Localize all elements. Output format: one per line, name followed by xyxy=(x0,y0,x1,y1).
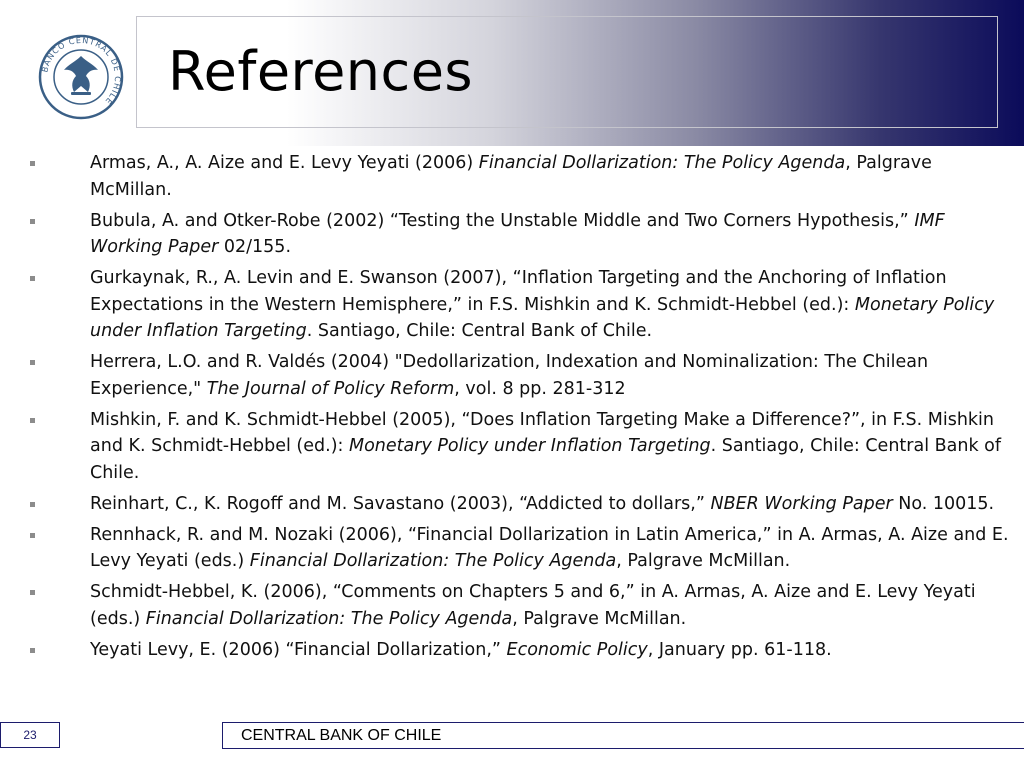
reference-item xyxy=(30,208,1010,261)
reference-tail: . Santiago, Chile: Central Bank of Chile. xyxy=(306,321,653,341)
seal-legend: BANCO CENTRAL DE CHILE xyxy=(40,35,123,107)
reference-source: Economic Policy xyxy=(506,639,648,660)
page-number: 23 xyxy=(0,722,60,748)
reference-item xyxy=(30,637,1010,664)
reference-tail: , Palgrave McMillan. xyxy=(90,153,932,200)
reference-item xyxy=(30,491,1010,518)
reference-tail: 02/155. xyxy=(218,237,292,257)
reference-source: Financial Dollarization: The Policy Agenda xyxy=(249,551,617,571)
page-title: References xyxy=(168,40,474,103)
bullet-icon xyxy=(30,590,35,595)
reference-text: Bubula, A. and Otker-Robe (2002) “Testing the Unstable Middle and Two Corners Hypothesis,” xyxy=(90,210,915,231)
reference-item xyxy=(30,522,1010,575)
bullet-icon xyxy=(30,219,35,224)
reference-source: Monetary Policy under Inflation Targeting xyxy=(90,294,995,341)
reference-source: Financial Dollarization: The Policy Agenda xyxy=(478,153,846,173)
reference-tail: , vol. 8 pp. 281-312 xyxy=(454,378,626,399)
reference-item xyxy=(30,407,1010,487)
reference-tail: No. 10015. xyxy=(892,493,995,514)
reference-tail: , January pp. 61-118. xyxy=(647,639,832,660)
bullet-icon xyxy=(30,648,35,653)
bullet-icon xyxy=(30,360,35,365)
reference-text: Herrera, L.O. and R. Valdés (2004) "Dedollarization, Indexation and Nominalization: The Chilean Experience," xyxy=(90,352,929,399)
reference-source: The Journal of Policy Reform xyxy=(206,378,455,399)
reference-text: Armas, A., A. Aize and E. Levy Yeyati (2006) xyxy=(90,153,479,173)
bullet-icon xyxy=(30,418,35,423)
central-bank-seal-icon xyxy=(38,34,124,120)
reference-text: Mishkin, F. and K. Schmidt-Hebbel (2005), “Does Inflation Targeting Make a Difference?”, in F.S. Mishkin and K. Schmidt-Hebbel (ed.): xyxy=(90,409,994,456)
reference-tail: , Palgrave McMillan. xyxy=(616,551,791,571)
reference-source: Monetary Policy under Inflation Targeting xyxy=(349,436,711,456)
reference-text: Rennhack, R. and M. Nozaki (2006), “Financial Dollarization in Latin America,” in A. Armas, A. Aize and E. Levy Yeyati (eds.) xyxy=(90,524,1009,571)
reference-text: Yeyati Levy, E. (2006) “Financial Dollarization,” xyxy=(90,639,507,660)
reference-item xyxy=(30,265,1010,345)
reference-text: Schmidt-Hebbel, K. (2006), “Comments on Chapters 5 and 6,” in A. Armas, A. Aize and E. Levy Yeyati (eds.) xyxy=(90,582,976,629)
bullet-icon xyxy=(30,533,35,538)
reference-source: IMF Working Paper xyxy=(90,210,945,257)
bullet-icon xyxy=(30,502,35,507)
reference-item xyxy=(30,349,1010,402)
reference-tail: . Santiago, Chile: Central Bank of Chile. xyxy=(90,436,1002,483)
reference-tail: , Palgrave McMillan. xyxy=(512,608,687,629)
reference-text: Reinhart, C., K. Rogoff and M. Savastano (2003), “Addicted to dollars,” xyxy=(90,493,711,514)
bullet-icon xyxy=(30,161,35,166)
reference-text: Gurkaynak, R., A. Levin and E. Swanson (2007), “Inflation Targeting and the Anchoring of Inflation Expectations in the Western Hemisphere,” in F.S. Mishkin and K. Schmidt-Hebbel (ed.): xyxy=(90,268,947,315)
footer-organization: CENTRAL BANK OF CHILE xyxy=(222,722,1024,749)
reference-source: NBER Working Paper xyxy=(710,493,893,514)
reference-item xyxy=(30,579,1010,632)
reference-item xyxy=(30,150,1010,203)
references-list xyxy=(30,150,1010,668)
reference-source: Financial Dollarization: The Policy Agenda xyxy=(145,608,513,629)
bullet-icon xyxy=(30,276,35,281)
